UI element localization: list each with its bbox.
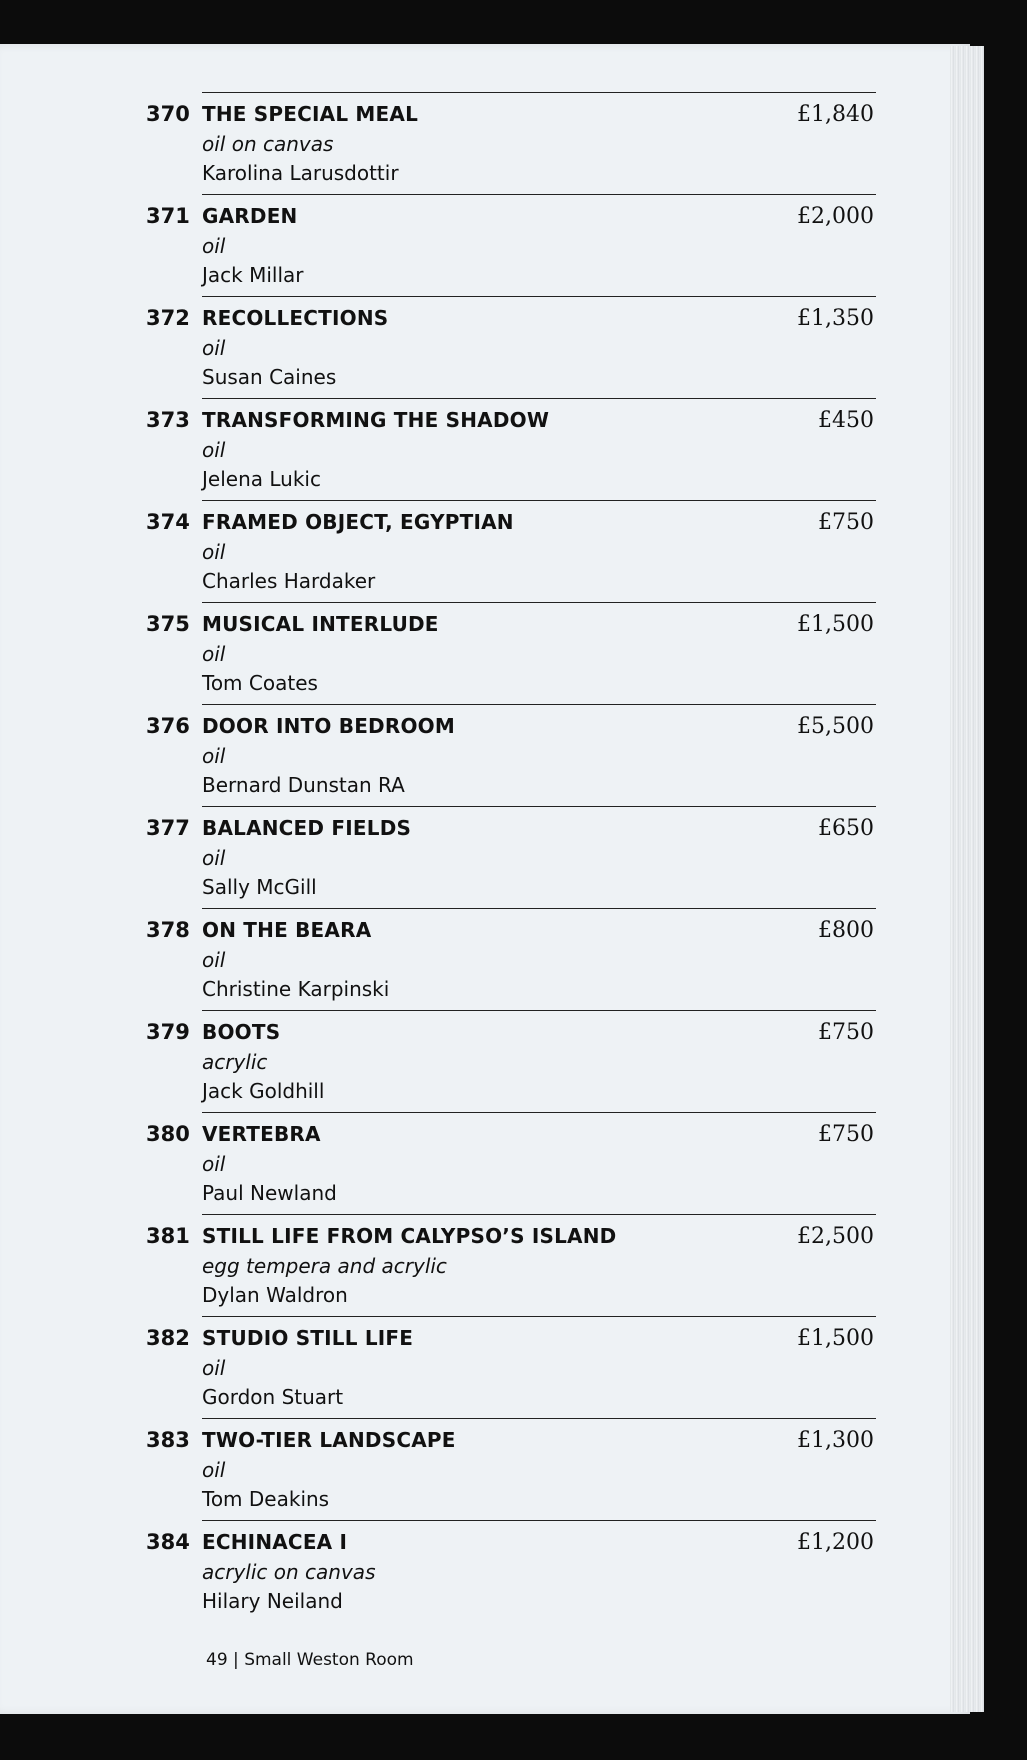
entry-number: 379 [146, 1020, 190, 1044]
divider [202, 1214, 876, 1215]
entry-number: 370 [146, 102, 190, 126]
entry-medium: oil [202, 336, 226, 360]
entry-medium: oil [202, 744, 226, 768]
entry-title: ECHINACEA I [202, 1530, 348, 1554]
divider [202, 500, 876, 501]
entry-artist: Dylan Waldron [202, 1283, 348, 1307]
entry-medium: oil on canvas [202, 132, 334, 156]
entry-medium: oil [202, 1458, 226, 1482]
page-footer [206, 1650, 414, 1670]
entry-medium: oil [202, 1152, 226, 1176]
entry-title: BALANCED FIELDS [202, 816, 412, 840]
entry-price: £450 [818, 408, 874, 433]
divider [202, 908, 876, 909]
entry-number: 383 [146, 1428, 190, 1452]
entry-number: 373 [146, 408, 190, 432]
entry-artist: Jelena Lukic [202, 467, 321, 491]
entry-price: £2,000 [797, 204, 874, 229]
footer-separator: | [233, 1650, 239, 1670]
entry-title: ON THE BEARA [202, 918, 372, 942]
entry-artist: Jack Goldhill [202, 1079, 325, 1103]
entry-artist: Christine Karpinski [202, 977, 390, 1001]
catalogue-entry [0, 194, 970, 296]
entry-number: 371 [146, 204, 190, 228]
entry-artist: Jack Millar [202, 263, 304, 287]
divider [202, 296, 876, 297]
entry-title: BOOTS [202, 1020, 281, 1044]
entry-number: 381 [146, 1224, 190, 1248]
entry-artist: Tom Coates [202, 671, 318, 695]
divider [202, 602, 876, 603]
entry-medium: oil [202, 948, 226, 972]
entry-artist: Gordon Stuart [202, 1385, 344, 1409]
catalogue-entry [0, 806, 970, 908]
catalogue-entry [0, 1520, 970, 1622]
entry-title: THE SPECIAL MEAL [202, 102, 419, 126]
entry-price: £2,500 [797, 1224, 874, 1249]
entry-price: £750 [818, 1020, 874, 1045]
entry-number: 384 [146, 1530, 190, 1554]
entry-medium: oil [202, 1356, 226, 1380]
divider [202, 92, 876, 93]
entry-title: STUDIO STILL LIFE [202, 1326, 414, 1350]
entry-medium: oil [202, 642, 226, 666]
entry-number: 378 [146, 918, 190, 942]
entry-number: 382 [146, 1326, 190, 1350]
entry-medium: oil [202, 846, 226, 870]
catalogue-entry [0, 92, 970, 194]
entry-price: £1,840 [797, 102, 874, 127]
entry-medium: oil [202, 438, 226, 462]
divider [202, 1112, 876, 1113]
entry-price: £750 [818, 1122, 874, 1147]
entry-title: TWO-TIER LANDSCAPE [202, 1428, 456, 1452]
entry-price: £750 [818, 510, 874, 535]
divider [202, 1316, 876, 1317]
entry-price: £1,500 [797, 612, 874, 637]
entry-price: £800 [818, 918, 874, 943]
entry-title: GARDEN [202, 204, 298, 228]
entry-title: FRAMED OBJECT, EGYPTIAN [202, 510, 514, 534]
entry-medium: acrylic on canvas [202, 1560, 376, 1584]
entry-number: 372 [146, 306, 190, 330]
entry-title: STILL LIFE FROM CALYPSO’S ISLAND [202, 1224, 617, 1248]
catalogue-entry [0, 296, 970, 398]
page-number: 49 [206, 1650, 228, 1670]
entry-title: TRANSFORMING THE SHADOW [202, 408, 550, 432]
entry-number: 374 [146, 510, 190, 534]
entry-artist: Charles Hardaker [202, 569, 376, 593]
entry-price: £1,300 [797, 1428, 874, 1453]
entry-title: MUSICAL INTERLUDE [202, 612, 439, 636]
divider [202, 1418, 876, 1419]
catalogue-entry [0, 1418, 970, 1520]
catalogue-entry [0, 602, 970, 704]
entry-artist: Sally McGill [202, 875, 317, 899]
catalogue-entry [0, 398, 970, 500]
entry-price: £1,200 [797, 1530, 874, 1555]
entry-title: VERTEBRA [202, 1122, 321, 1146]
entry-price: £5,500 [797, 714, 874, 739]
entry-number: 377 [146, 816, 190, 840]
entry-medium: oil [202, 234, 226, 258]
entry-artist: Hilary Neiland [202, 1589, 343, 1613]
divider [202, 1520, 876, 1521]
entry-artist: Tom Deakins [202, 1487, 330, 1511]
entry-artist: Bernard Dunstan RA [202, 773, 405, 797]
catalogue-entry [0, 704, 970, 806]
entry-title: DOOR INTO BEDROOM [202, 714, 455, 738]
catalogue-entry [0, 908, 970, 1010]
entry-number: 375 [146, 612, 190, 636]
entry-artist: Paul Newland [202, 1181, 337, 1205]
entry-price: £1,500 [797, 1326, 874, 1351]
entry-number: 376 [146, 714, 190, 738]
divider [202, 194, 876, 195]
divider [202, 806, 876, 807]
entry-artist: Karolina Larusdottir [202, 161, 399, 185]
entry-medium: egg tempera and acrylic [202, 1254, 447, 1278]
entry-title: RECOLLECTIONS [202, 306, 389, 330]
room-name: Small Weston Room [244, 1650, 414, 1670]
entry-artist: Susan Caines [202, 365, 337, 389]
catalogue-entry [0, 1214, 970, 1316]
entry-medium: acrylic [202, 1050, 268, 1074]
entry-number: 380 [146, 1122, 190, 1146]
catalogue-entry [0, 1316, 970, 1418]
catalogue-entry [0, 1112, 970, 1214]
catalogue-entry [0, 1010, 970, 1112]
catalogue-entry [0, 500, 970, 602]
entry-price: £1,350 [797, 306, 874, 331]
entry-medium: oil [202, 540, 226, 564]
divider [202, 704, 876, 705]
divider [202, 1010, 876, 1011]
divider [202, 398, 876, 399]
entry-price: £650 [818, 816, 874, 841]
